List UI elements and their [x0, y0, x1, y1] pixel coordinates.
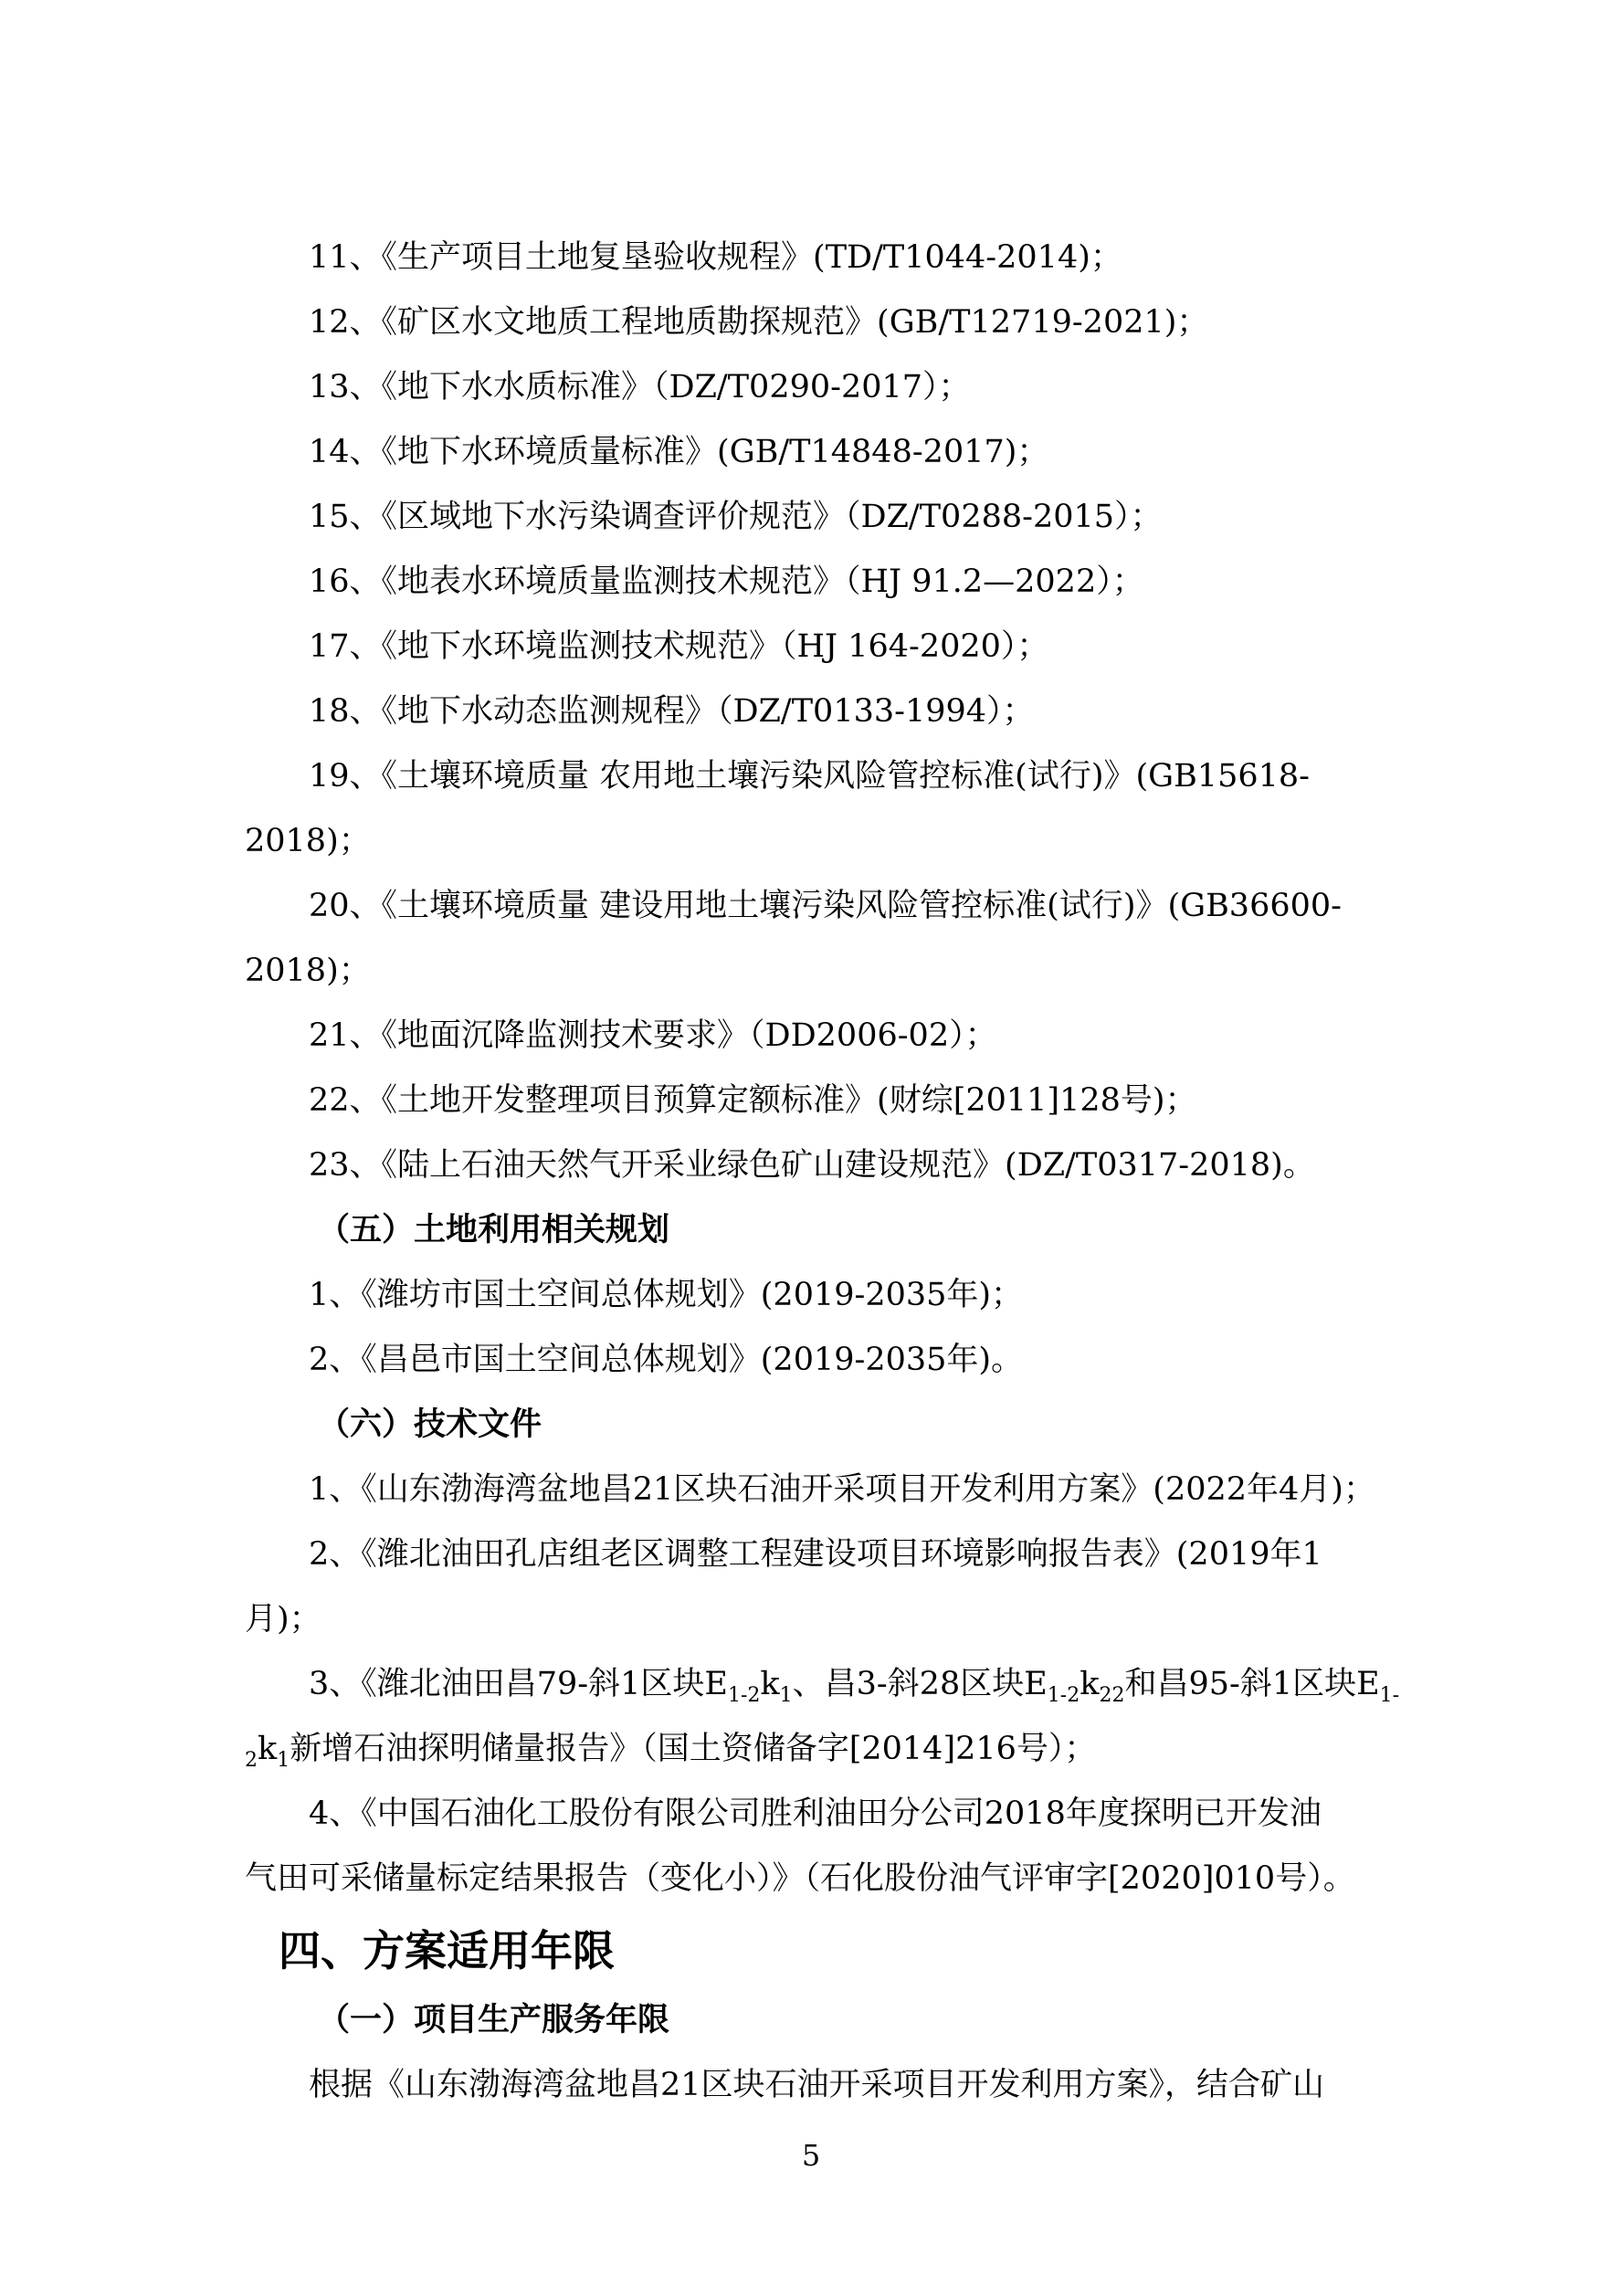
- text-run: 、昌3-斜28区块E: [792, 1666, 1048, 1702]
- tech-doc-item-2-line1: 2、《潍北油田孔店组老区调整工程建设项目环境影响报告表》(2019年1: [309, 1536, 1322, 1573]
- tech-doc-item-2-line2: 月)；: [245, 1601, 321, 1638]
- text-run: k: [760, 1666, 780, 1702]
- reference-item: 22、《土地开发整理项目预算定额标准》(财综[2011]128号)；: [309, 1082, 1197, 1119]
- section-heading: 四、方案适用年限: [279, 1926, 615, 1975]
- subscript: 1-: [1379, 1684, 1400, 1707]
- reference-item: 13、《地下水水质标准》（DZ/T0290-2017）；: [309, 369, 971, 405]
- tech-doc-item-3-line1: [309, 1662, 1400, 1707]
- body-paragraph: 根据《山东渤海湾盆地昌21区块石油开采项目开发利用方案》，结合矿山: [309, 2067, 1325, 2103]
- reference-item: 15、《区域地下水污染调查评价规范》（DZ/T0288-2015）；: [309, 499, 1163, 535]
- subheading-technical-documents: （六）技术文件: [318, 1406, 542, 1443]
- reference-item-19-line1: 19、《土壤环境质量 农用地土壤污染风险管控标准(试行)》(GB15618-: [309, 758, 1310, 795]
- subheading-production-service-life: （一）项目生产服务年限: [318, 2001, 670, 2038]
- tech-doc-item-4-line1: 4、《中国石油化工股份有限公司胜利油田分公司2018年度探明已开发油: [309, 1796, 1322, 1832]
- text-run: k: [1080, 1666, 1100, 1702]
- text-run: 和昌95-斜1区块E: [1124, 1666, 1380, 1702]
- subscript: 1: [277, 1749, 290, 1772]
- text-run: 新增石油探明储量报告》（国土资储备字[2014]216号）；: [290, 1731, 1097, 1767]
- reference-item: 21、《地面沉降监测技术要求》（DD2006-02）；: [309, 1017, 997, 1054]
- plan-item: 2、《昌邑市国土空间总体规划》(2019-2035年)。: [309, 1342, 1024, 1378]
- subscript: 1-2: [1047, 1684, 1080, 1707]
- subscript: 2: [245, 1749, 258, 1772]
- page-number: 5: [801, 2138, 821, 2173]
- text-run: k: [258, 1731, 278, 1767]
- reference-item-20-line1: 20、《土壤环境质量 建设用地土壤污染风险管控标准(试行)》(GB36600-: [309, 888, 1342, 924]
- subscript: 1: [779, 1684, 793, 1707]
- tech-doc-item-1: 1、《山东渤海湾盆地昌21区块石油开采项目开发利用方案》(2022年4月)；: [309, 1471, 1375, 1508]
- reference-item: 18、《地下水动态监测规程》（DZ/T0133-1994）；: [309, 693, 1035, 730]
- subscript: 1-2: [727, 1684, 761, 1707]
- reference-item-20-line2: 2018)；: [245, 953, 371, 989]
- reference-item: 23、《陆上石油天然气开采业绿色矿山建设规范》(DZ/T0317-2018)。: [309, 1147, 1315, 1184]
- reference-item: 12、《矿区水文地质工程地质勘探规范》(GB/T12719-2021)；: [309, 304, 1209, 341]
- tech-doc-item-3-line2: [245, 1727, 1385, 1771]
- reference-item: 17、《地下水环境监测技术规范》（HJ 164-2020）；: [309, 628, 1049, 665]
- reference-item: 11、《生产项目土地复垦验收规程》(TD/T1044-2014)；: [309, 239, 1122, 276]
- reference-item-19-line2: 2018)；: [245, 823, 371, 859]
- subscript: 22: [1099, 1684, 1125, 1707]
- text-run: 3、《潍北油田昌79-斜1区块E: [309, 1666, 728, 1702]
- reference-item: 16、《地表水环境质量监测技术规范》（HJ 91.2—2022）；: [309, 563, 1144, 600]
- plan-item: 1、《潍坊市国土空间总体规划》(2019-2035年)；: [309, 1277, 1024, 1313]
- subheading-land-use-plans: （五）土地利用相关规划: [318, 1211, 670, 1248]
- tech-doc-item-4-line2: 气田可采储量标定结果报告（变化小）》（石化股份油气评审字[2020]010号）。: [245, 1860, 1355, 1897]
- reference-item: 14、《地下水环境质量标准》(GB/T14848-2017)；: [309, 434, 1049, 470]
